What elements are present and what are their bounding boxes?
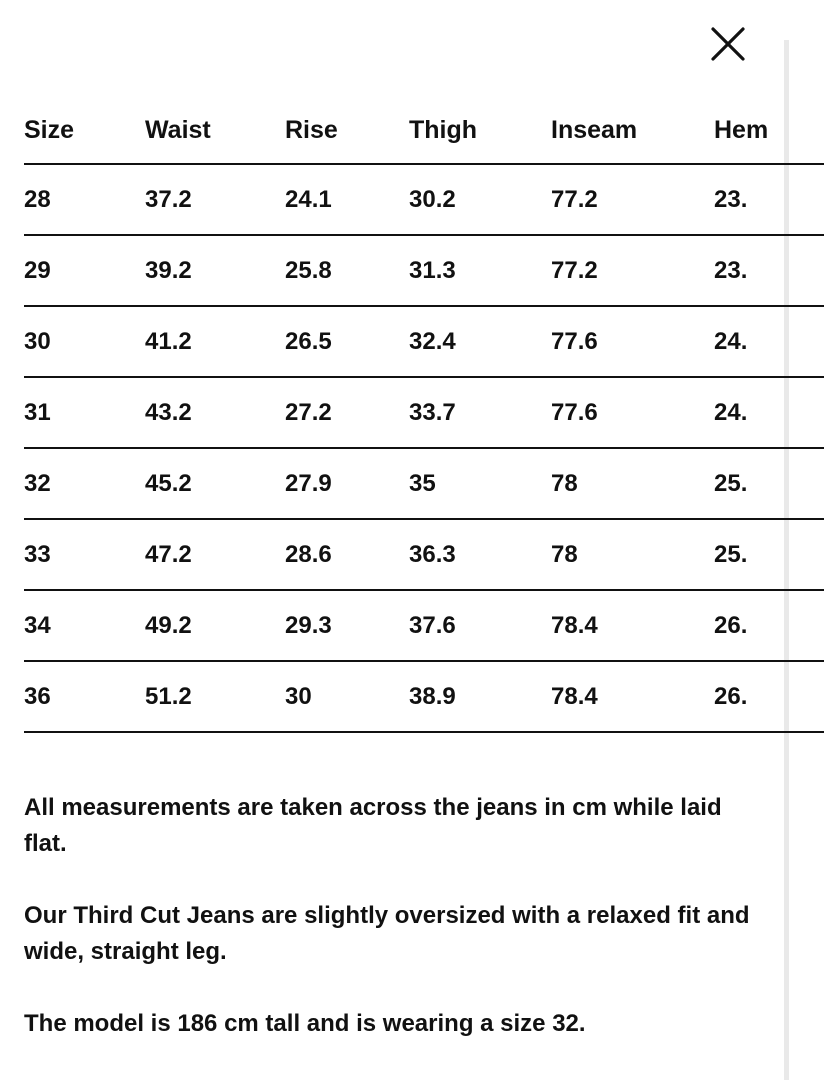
size-table bbox=[24, 98, 824, 733]
cell-waist: 37.2 bbox=[145, 164, 285, 235]
cell-waist: 51.2 bbox=[145, 661, 285, 732]
cell-inseam: 77.2 bbox=[551, 235, 714, 306]
cell-hem: 24. bbox=[714, 377, 824, 448]
cell-hem: 26. bbox=[714, 590, 824, 661]
cell-size: 30 bbox=[24, 306, 145, 377]
cell-hem: 25. bbox=[714, 448, 824, 519]
cell-rise: 27.9 bbox=[285, 448, 409, 519]
size-table-container[interactable] bbox=[24, 98, 769, 738]
table-header-row bbox=[24, 98, 824, 164]
cell-rise: 25.8 bbox=[285, 235, 409, 306]
fit-note: Our Third Cut Jeans are slightly oversized with a relaxed fit and wide, straight leg. bbox=[24, 902, 750, 965]
table-row bbox=[24, 519, 824, 590]
cell-thigh: 32.4 bbox=[409, 306, 551, 377]
table-row bbox=[24, 448, 824, 519]
cell-inseam: 77.2 bbox=[551, 164, 714, 235]
table-row bbox=[24, 306, 824, 377]
cell-size: 32 bbox=[24, 448, 145, 519]
table-row bbox=[24, 661, 824, 732]
cell-waist: 49.2 bbox=[145, 590, 285, 661]
model-note: The model is 186 cm tall and is wearing a size 32. bbox=[24, 1010, 586, 1037]
cell-inseam: 77.6 bbox=[551, 306, 714, 377]
cell-rise: 30 bbox=[285, 661, 409, 732]
cell-hem: 26. bbox=[714, 661, 824, 732]
cell-thigh: 37.6 bbox=[409, 590, 551, 661]
cell-hem: 24. bbox=[714, 306, 824, 377]
cell-size: 33 bbox=[24, 519, 145, 590]
table-row bbox=[24, 164, 824, 235]
column-header-size: Size bbox=[24, 98, 145, 164]
cell-waist: 45.2 bbox=[145, 448, 285, 519]
cell-hem: 23. bbox=[714, 164, 824, 235]
cell-inseam: 78.4 bbox=[551, 661, 714, 732]
cell-thigh: 31.3 bbox=[409, 235, 551, 306]
table-row bbox=[24, 235, 824, 306]
column-header-rise: Rise bbox=[285, 98, 409, 164]
close-button[interactable] bbox=[704, 20, 752, 68]
cell-hem: 23. bbox=[714, 235, 824, 306]
column-header-waist: Waist bbox=[145, 98, 285, 164]
column-header-inseam: Inseam bbox=[551, 98, 714, 164]
cell-thigh: 33.7 bbox=[409, 377, 551, 448]
cell-size: 34 bbox=[24, 590, 145, 661]
cell-size: 29 bbox=[24, 235, 145, 306]
cell-inseam: 78.4 bbox=[551, 590, 714, 661]
cell-waist: 47.2 bbox=[145, 519, 285, 590]
cell-size: 31 bbox=[24, 377, 145, 448]
cell-size: 36 bbox=[24, 661, 145, 732]
cell-size: 28 bbox=[24, 164, 145, 235]
cell-inseam: 77.6 bbox=[551, 377, 714, 448]
cell-rise: 24.1 bbox=[285, 164, 409, 235]
column-header-thigh: Thigh bbox=[409, 98, 551, 164]
size-notes bbox=[24, 790, 764, 1078]
cell-rise: 28.6 bbox=[285, 519, 409, 590]
cell-rise: 29.3 bbox=[285, 590, 409, 661]
cell-inseam: 78 bbox=[551, 448, 714, 519]
table-row bbox=[24, 590, 824, 661]
cell-rise: 26.5 bbox=[285, 306, 409, 377]
cell-thigh: 36.3 bbox=[409, 519, 551, 590]
cell-rise: 27.2 bbox=[285, 377, 409, 448]
cell-thigh: 30.2 bbox=[409, 164, 551, 235]
cell-waist: 39.2 bbox=[145, 235, 285, 306]
cell-thigh: 38.9 bbox=[409, 661, 551, 732]
close-icon bbox=[704, 20, 752, 68]
cell-waist: 43.2 bbox=[145, 377, 285, 448]
cell-thigh: 35 bbox=[409, 448, 551, 519]
cell-inseam: 78 bbox=[551, 519, 714, 590]
table-row bbox=[24, 377, 824, 448]
column-header-hem: Hem bbox=[714, 98, 824, 164]
measurement-note: All measurements are taken across the jeans in cm while laid flat. bbox=[24, 794, 722, 857]
cell-hem: 25. bbox=[714, 519, 824, 590]
cell-waist: 41.2 bbox=[145, 306, 285, 377]
